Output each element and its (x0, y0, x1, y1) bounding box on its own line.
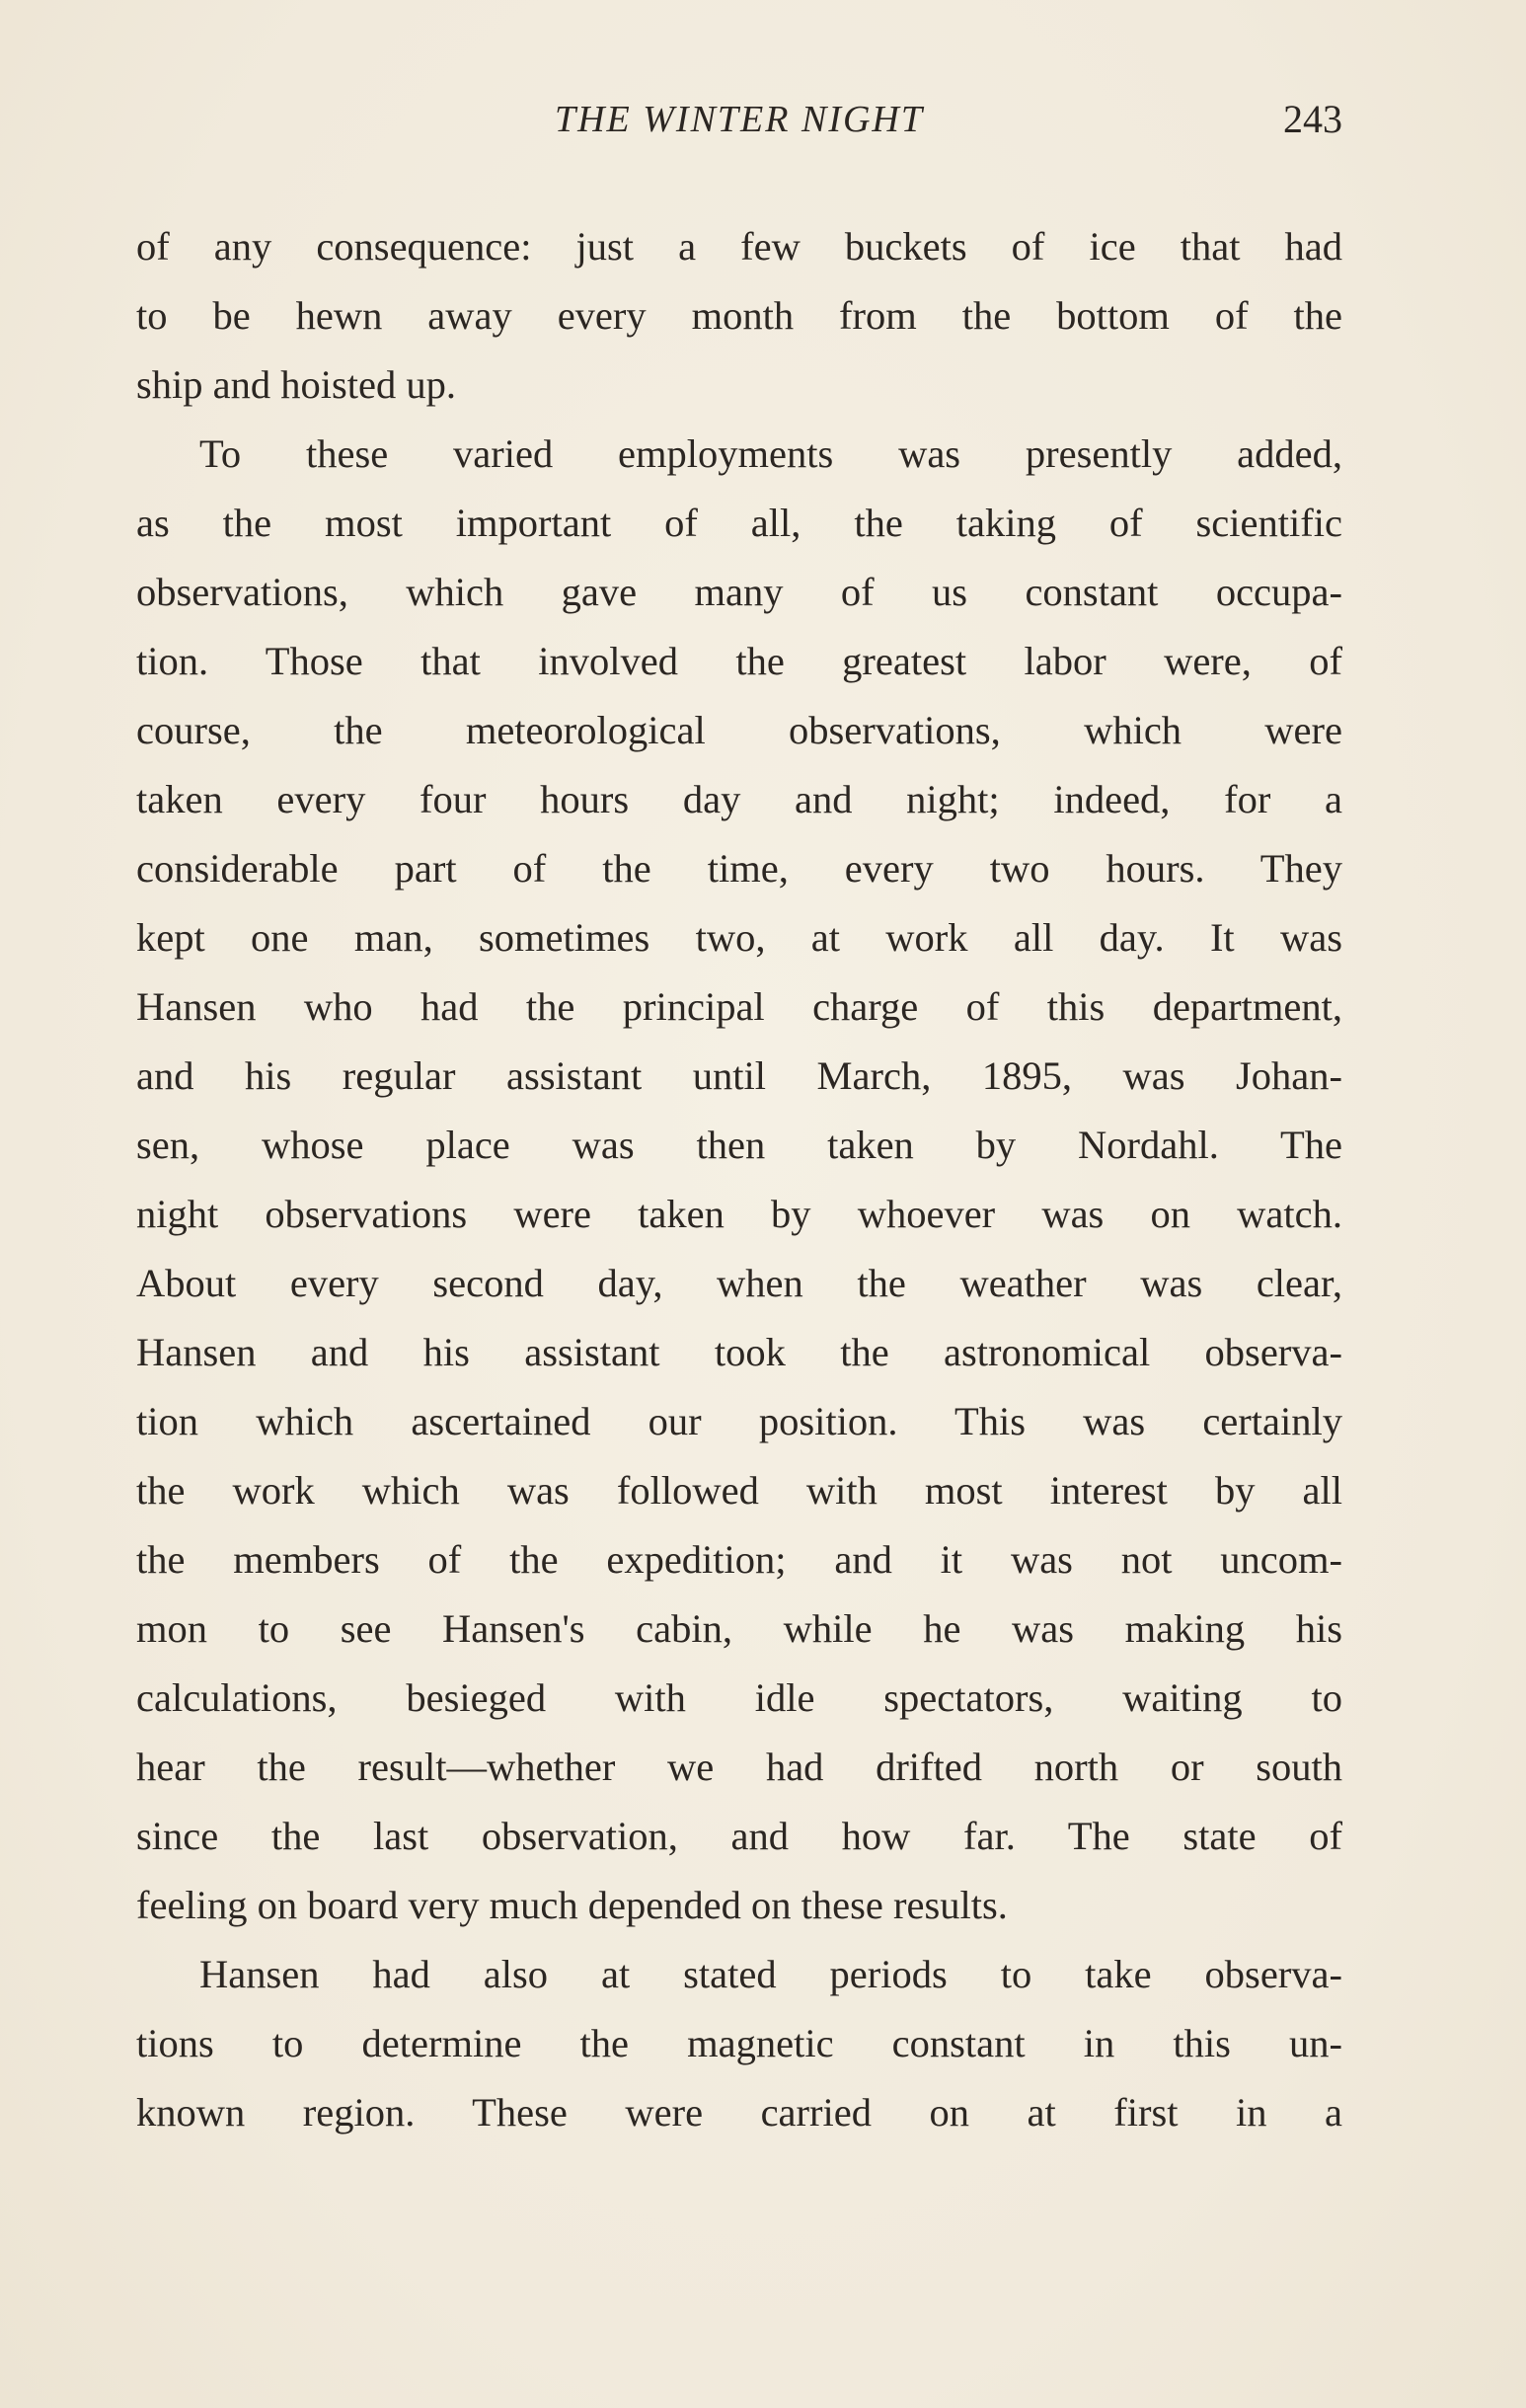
text-line: taken every four hours day and night; indeed, for a (136, 777, 1342, 821)
body-text (136, 212, 1342, 2147)
running-head (136, 95, 1342, 144)
text-line: observations, which gave many of us constant occupa- (136, 570, 1342, 614)
text-line: To these varied employments was presently added, (199, 431, 1342, 476)
text-line: Hansen who had the principal charge of this department, (136, 984, 1342, 1029)
running-title: THE WINTER NIGHT (554, 99, 925, 140)
text-line: mon to see Hansen's cabin, while he was making his (136, 1606, 1342, 1651)
text-line: the work which was followed with most interest by all (136, 1468, 1342, 1513)
text-line: tion which ascertained our position. This was certainly (136, 1399, 1342, 1443)
text-line: Hansen had also at stated periods to take observa- (199, 1952, 1342, 1996)
text-line: About every second day, when the weather was clear, (136, 1261, 1342, 1305)
text-line: kept one man, sometimes two, at work all day. It was (136, 915, 1342, 960)
text-line: tion. Those that involved the greatest labor were, of (136, 639, 1342, 683)
text-line: to be hewn away every month from the bottom of the (136, 293, 1342, 338)
text-line: night observations were taken by whoever was on watch. (136, 1192, 1342, 1236)
text-line: hear the result—whether we had drifted north or south (136, 1745, 1342, 1789)
text-line: sen, whose place was then taken by Nordahl. The (136, 1123, 1342, 1167)
text-line: since the last observation, and how far. The state of (136, 1814, 1342, 1858)
text-line: Hansen and his assistant took the astronomical observa- (136, 1330, 1342, 1374)
text-line: and his regular assistant until March, 1895, was Johan- (136, 1053, 1342, 1098)
text-line: the members of the expedition; and it was not uncom- (136, 1537, 1342, 1582)
text-line: course, the meteorological observations, which were (136, 708, 1342, 752)
text-line: considerable part of the time, every two hours. They (136, 846, 1342, 891)
text-line: tions to determine the magnetic constant in this un- (136, 2021, 1342, 2065)
text-line: of any consequence: just a few buckets of ice that had (136, 224, 1342, 269)
text-line: feeling on board very much depended on these results. (136, 1883, 1008, 1927)
text-line: calculations, besieged with idle spectators, waiting to (136, 1675, 1342, 1720)
page-number: 243 (1283, 97, 1342, 141)
text-line: as the most important of all, the taking of scientific (136, 501, 1342, 545)
text-line: ship and hoisted up. (136, 362, 456, 407)
text-line: known region. These were carried on at first in a (136, 2090, 1342, 2135)
